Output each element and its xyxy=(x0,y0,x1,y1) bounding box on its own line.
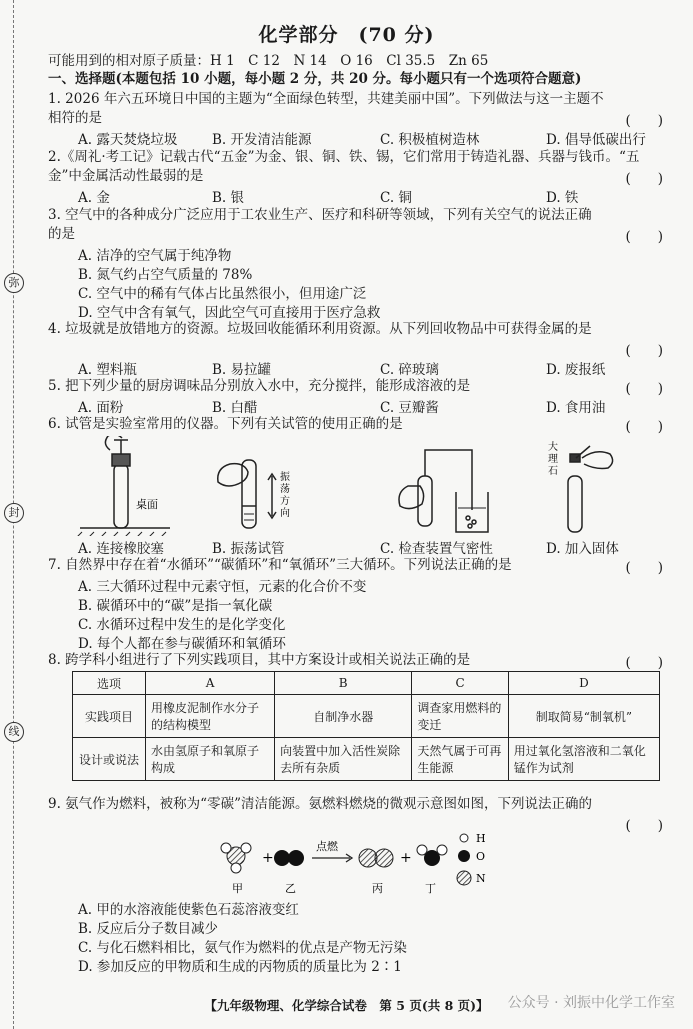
q2-option-d: D. 铁 xyxy=(546,190,579,206)
q9-option-b: B. 反应后分子数目减少 xyxy=(78,921,219,937)
q3-option-c: C. 空气中的稀有气体占比虽然很小，但用途广泛 xyxy=(78,286,367,302)
arrow-condition: 点燃 xyxy=(316,840,338,853)
answer-paren: ( ) xyxy=(625,343,663,359)
label-yi: 乙 xyxy=(285,882,296,895)
answer-paren: ( ) xyxy=(625,560,663,576)
q9-option-a: A. 甲的水溶液能使紫色石蕊溶液变红 xyxy=(78,902,299,918)
figure-a-connect-stopper xyxy=(76,436,170,536)
q1-option-d: D. 倡导低碳出行 xyxy=(546,132,646,148)
q2-option-a: A. 金 xyxy=(78,190,110,206)
legend-h-icon xyxy=(460,834,468,842)
answer-paren: ( ) xyxy=(625,818,663,834)
q6-option-a: A. 连接橡胶塞 xyxy=(78,541,164,557)
table-cell: 天然气属于可再生能源 xyxy=(412,738,508,781)
legend-n-icon xyxy=(457,871,471,885)
table-cell: 自制净水器 xyxy=(275,695,412,738)
figure-d-add-solid xyxy=(568,446,613,532)
q7-option-a: A. 三大循环过程中元素守恒，元素的化合价不变 xyxy=(78,579,367,595)
desk-label: 桌面 xyxy=(136,498,158,511)
q9-stem: 9. 氨气作为燃料，被称为“零碳”清洁能源。氨燃料燃烧的微观示意图如图，下列说法正确的 xyxy=(48,796,592,812)
molecule-ding xyxy=(417,845,447,866)
seal-char-feng: 封 xyxy=(4,503,24,523)
table-row xyxy=(73,695,660,738)
q1-option-a: A. 露天焚烧垃圾 xyxy=(78,132,178,148)
q5-option-c: C. 豆瓣酱 xyxy=(380,400,439,416)
q7-option-b: B. 碳循环中的“碳”是指一氧化碳 xyxy=(78,598,273,614)
q9-option-d: D. 参加反应的甲物质和生成的丙物质的质量比为 2∶1 xyxy=(78,959,402,975)
q9-option-c: C. 与化石燃料相比，氨气作为燃料的优点是产物无污染 xyxy=(78,940,407,956)
q2-option-c: C. 铜 xyxy=(380,190,412,206)
q7-stem: 7. 自然界中存在着“水循环”“碳循环”和“氧循环”三大循环。下列说法正确的是 xyxy=(48,557,512,573)
label-bing: 丙 xyxy=(372,882,383,895)
q4-option-c: C. 碎玻璃 xyxy=(380,362,439,378)
q6-stem: 6. 试管是实验室常用的仪器。下列有关试管的使用正确的是 xyxy=(48,416,403,432)
page-footer: 【九年级物理、化学综合试卷 第 5 页(共 8 页)】 xyxy=(204,998,489,1013)
table-header-cell: C xyxy=(412,672,508,695)
atomic-masses: 可能用到的相对原子质量：H 1 C 12 N 14 O 16 Cl 35.5 Zn 65 xyxy=(48,53,489,69)
q1-stem-1: 1. 2026 年六五环境日中国的主题为“全面绿色转型，共建美丽中国”。下列做法与这一主题不 xyxy=(48,91,604,107)
q8-table xyxy=(72,671,660,781)
q1-option-b: B. 开发清洁能源 xyxy=(212,132,312,148)
marble-label: 大理石 xyxy=(548,442,558,477)
q6-option-d: D. 加入固体 xyxy=(546,541,619,557)
molecule-jia xyxy=(221,843,251,873)
q8-stem: 8. 跨学科小组进行了下列实践项目，其中方案设计或相关说法正确的是 xyxy=(48,652,471,668)
table-header-cell: D xyxy=(508,672,659,695)
legend-o-icon xyxy=(458,850,470,862)
legend-n: N xyxy=(476,872,486,885)
table-cell: 用橡皮泥制作水分子的结构模型 xyxy=(146,695,275,738)
page-title: 化学部分 (70 分) xyxy=(258,24,435,46)
table-header-row xyxy=(73,672,660,695)
figure-b-shake-tube xyxy=(218,460,276,528)
molecule-yi xyxy=(274,850,304,866)
label-ding: 丁 xyxy=(425,882,436,895)
table-cell: 调查家用燃料的变迁 xyxy=(412,695,508,738)
table-cell: 水由氢原子和氧原子构成 xyxy=(146,738,275,781)
table-cell: 制取简易“制氧机” xyxy=(508,695,659,738)
table-cell: 实践项目 xyxy=(73,695,146,738)
q3-stem-1: 3. 空气中的各种成分广泛应用于工农业生产、医疗和科研等领域，下列有关空气的说法正确 xyxy=(48,207,592,223)
q4-stem: 4. 垃圾就是放错地方的资源。垃圾回收能循环利用资源。从下列回收物品中可获得金属的是 xyxy=(48,321,592,337)
table-cell: 设计或说法 xyxy=(73,738,146,781)
q6-option-c: C. 检查装置气密性 xyxy=(380,541,493,557)
answer-paren: ( ) xyxy=(625,229,663,245)
q3-option-a: A. 洁净的空气属于纯净物 xyxy=(78,248,232,264)
q5-option-a: A. 面粉 xyxy=(78,400,124,416)
section-heading: 一、选择题(本题包括 10 小题，每小题 2 分，共 20 分。每小题只有一个选项符合题意) xyxy=(48,71,582,87)
q1-option-c: C. 积极植树造林 xyxy=(380,132,480,148)
q6-option-b: B. 振荡试管 xyxy=(212,541,285,557)
q7-option-d: D. 每个人都在参与碳循环和氧循环 xyxy=(78,636,286,652)
figure-c-airtight-check xyxy=(399,450,488,532)
table-cell: 向装置中加入活性炭除去所有杂质 xyxy=(275,738,412,781)
table-header-cell: B xyxy=(275,672,412,695)
legend-h: H xyxy=(476,832,486,845)
q3-stem-2: 的是 xyxy=(48,226,75,242)
answer-paren: ( ) xyxy=(625,113,663,129)
q9-reaction-diagram xyxy=(200,830,500,896)
molecule-bing xyxy=(359,849,393,867)
shake-direction-label: 振荡方向 xyxy=(280,472,290,519)
seal-char-mi: 弥 xyxy=(4,273,24,293)
answer-paren: ( ) xyxy=(625,381,663,397)
svg-text:+: + xyxy=(400,850,412,866)
q6-apparatus-figures xyxy=(70,436,670,536)
q4-option-a: A. 塑料瓶 xyxy=(78,362,137,378)
legend-o: O xyxy=(476,850,486,863)
answer-paren: ( ) xyxy=(625,171,663,187)
q1-stem-2: 相符的是 xyxy=(48,110,102,126)
table-header-cell: A xyxy=(146,672,275,695)
q4-option-d: D. 废报纸 xyxy=(546,362,606,378)
seal-char-xian: 线 xyxy=(4,722,24,742)
q4-option-b: B. 易拉罐 xyxy=(212,362,272,378)
q2-stem-2: 金”中金属活动性最弱的是 xyxy=(48,168,204,184)
answer-paren: ( ) xyxy=(625,655,663,671)
q3-option-d: D. 空气中含有氧气，因此空气可直接用于医疗急救 xyxy=(78,305,381,321)
svg-text:+: + xyxy=(262,850,274,866)
watermark: 公众号 · 刘振中化学工作室 xyxy=(507,995,675,1011)
q5-stem: 5. 把下列少量的厨房调味品分别放入水中，充分搅拌，能形成溶液的是 xyxy=(48,378,471,394)
answer-paren: ( ) xyxy=(625,419,663,435)
table-header-cell: 选项 xyxy=(73,672,146,695)
q2-option-b: B. 银 xyxy=(212,190,245,206)
q2-stem-1: 2.《周礼·考工记》记载古代“五金”为金、银、铜、铁、锡，它们常用于铸造礼器、兵器与钱币。“五 xyxy=(48,149,640,165)
q5-option-d: D. 食用油 xyxy=(546,400,606,416)
label-jia: 甲 xyxy=(232,882,243,895)
q3-option-b: B. 氮气约占空气质量的 78% xyxy=(78,267,253,283)
table-cell: 用过氧化氢溶液和二氧化锰作为试剂 xyxy=(508,738,659,781)
table-row xyxy=(73,738,660,781)
q5-option-b: B. 白醋 xyxy=(212,400,258,416)
q7-option-c: C. 水循环过程中发生的是化学变化 xyxy=(78,617,286,633)
